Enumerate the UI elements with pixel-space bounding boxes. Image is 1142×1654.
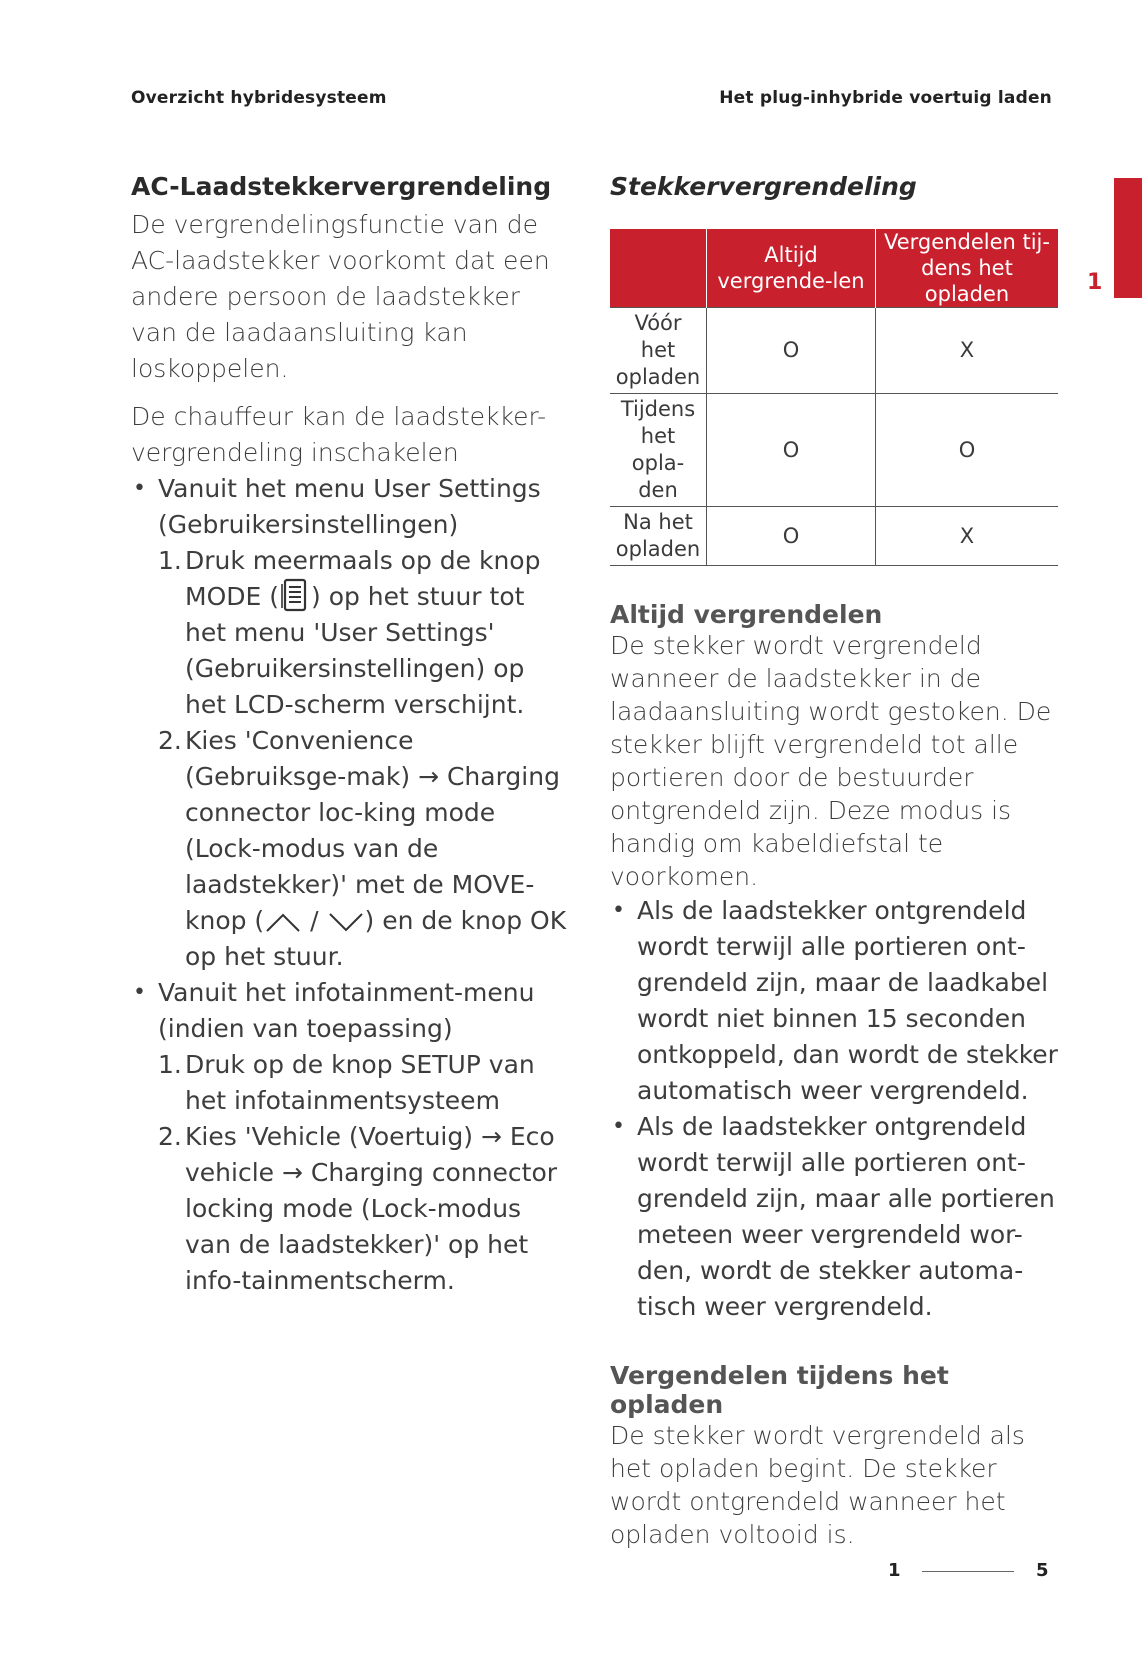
bullet-dot: • xyxy=(612,898,625,923)
right-column xyxy=(610,172,1060,1563)
list-item xyxy=(610,893,1060,1109)
user-settings-steps xyxy=(158,543,571,975)
method-list xyxy=(131,471,571,1299)
step-item xyxy=(158,723,571,975)
step-number: 2. xyxy=(158,1122,182,1151)
infotainment-steps xyxy=(158,1047,571,1299)
table-cell: X xyxy=(876,308,1059,394)
method-user-settings-label: Vanuit het menu User Settings (Gebruikersinstellingen) xyxy=(158,474,541,539)
bullet-dot: • xyxy=(133,476,146,501)
section-title: AC-Laadstekkervergrendeling xyxy=(131,172,552,201)
table-cell: O xyxy=(707,507,876,566)
row-label: Vóór het opladen xyxy=(610,308,707,394)
table-header-cell: Altijd vergrende-len xyxy=(707,229,876,308)
step-text-cont: ) op het stuur tot het menu 'User Settings' (Gebruikersinstellingen) op het LCD-scherm verschijnt. xyxy=(185,582,525,719)
chevron-up-icon xyxy=(264,911,302,933)
step-number: 1. xyxy=(158,546,182,575)
step-number: 1. xyxy=(158,1050,182,1079)
left-column xyxy=(131,172,571,1299)
always-lock-heading: Altijd vergrendelen xyxy=(610,600,883,629)
table-header-row xyxy=(610,229,1058,308)
footer-chapter-number: 1 xyxy=(888,1560,901,1581)
lock-charging-text: De stekker wordt vergrendeld als het opladen begint. De stekker wordt ontgrendeld wanneer het opladen voltooid is. xyxy=(610,1421,1025,1549)
row-label: Na het opladen xyxy=(610,507,707,566)
running-header-right: Het plug-inhybride voertuig laden xyxy=(719,88,1052,108)
row-label: Tijdens het opla-den xyxy=(610,394,707,507)
method-user-settings xyxy=(131,471,571,975)
mode-button-icon xyxy=(281,578,309,612)
step-number: 2. xyxy=(158,726,182,755)
table-cell: O xyxy=(876,394,1059,507)
table-row xyxy=(610,394,1058,507)
table-header-cell: Vergendelen tij-dens het opladen xyxy=(876,229,1059,308)
chapter-tab-number: 1 xyxy=(1087,270,1103,295)
step-item xyxy=(158,543,571,723)
chevron-down-icon xyxy=(327,911,365,933)
running-header-left: Overzicht hybridesysteem xyxy=(131,88,387,108)
table-row xyxy=(610,507,1058,566)
bullet-dot: • xyxy=(133,980,146,1005)
bullet-dot: • xyxy=(612,1114,625,1139)
list-item xyxy=(610,1109,1060,1325)
table-title: Stekkervergrendeling xyxy=(610,172,917,201)
table-header-cell xyxy=(610,229,707,308)
footer-divider xyxy=(922,1571,1014,1572)
always-lock-text: De stekker wordt vergrendeld wanneer de laadstekker in de laadaansluiting wordt gestoken. De stekker blijft vergrendeld tot alle portieren door de bestuurder ontgrendeld zijn. Deze modus is handig om kabeldiefstal te voorkomen. xyxy=(610,631,1052,891)
list-item-text: Als de laadstekker ontgrendeld wordt terwijl alle portieren ont-grendeld zijn, maar de laadkabel wordt niet binnen 15 seconden ontkoppeld, dan wordt de stekker automatisch weer vergrendeld. xyxy=(637,896,1058,1105)
step-separator: / xyxy=(302,906,327,935)
always-lock-bullets xyxy=(610,893,1060,1325)
table-cell: O xyxy=(707,394,876,507)
step-text-cont: ) en de knop OK op het stuur. xyxy=(185,906,567,971)
step-item xyxy=(158,1119,571,1299)
table-cell: X xyxy=(876,507,1059,566)
list-item-text: Als de laadstekker ontgrendeld wordt terwijl alle portieren ont-grendeld zijn, maar alle portieren meteen weer vergrendeld wor-den, wordt de stekker automa-tisch weer vergrendeld. xyxy=(637,1112,1055,1321)
step-text: Druk meermaals op de knop MODE ( xyxy=(185,546,541,611)
lock-mode-table xyxy=(610,229,1058,566)
step-text: Kies 'Vehicle (Voertuig) → Eco vehicle → Charging connector locking mode (Lock-modus van de laadstekker)' op het info-tainmentscherm. xyxy=(185,1122,558,1295)
driver-paragraph: De chauffeur kan de laadstekker-vergrendeling inschakelen xyxy=(131,402,547,467)
chapter-tab-marker xyxy=(1114,178,1142,298)
step-text: Druk op de knop SETUP van het infotainmentsysteem xyxy=(185,1050,535,1115)
method-infotainment-label: Vanuit het infotainment-menu (indien van toepassing) xyxy=(158,978,535,1043)
table-cell: O xyxy=(707,308,876,394)
lock-charging-heading: Vergendelen tijdens het opladen xyxy=(610,1361,949,1419)
intro-paragraph: De vergrendelingsfunctie van de AC-laadstekker voorkomt dat een andere persoon de laadstekker van de laadaansluiting kan loskoppelen. xyxy=(131,210,550,383)
method-infotainment xyxy=(131,975,571,1299)
step-text: Kies 'Convenience (Gebruiksge-mak) → Charging connector loc-king mode (Lock-modus van de laadstekker)' met de MOVE-knop ( xyxy=(185,726,560,935)
table-row xyxy=(610,308,1058,394)
footer-page-number: 5 xyxy=(1036,1560,1049,1581)
step-item xyxy=(158,1047,571,1119)
